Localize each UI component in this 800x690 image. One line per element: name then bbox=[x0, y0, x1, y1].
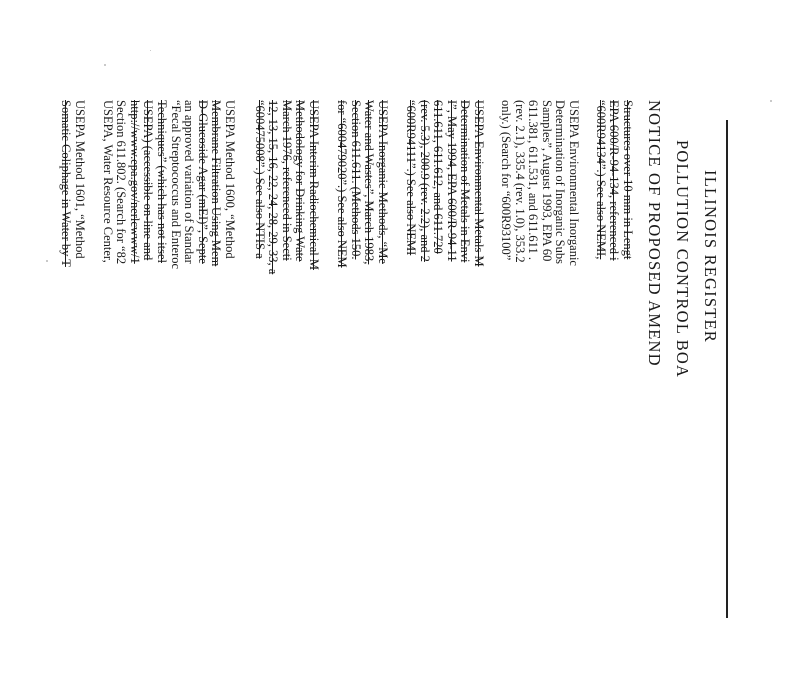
scan-speck bbox=[46, 260, 48, 262]
scan-speck bbox=[104, 64, 106, 66]
entry-line: USEPA Environmental Inorganic bbox=[567, 100, 581, 266]
reference-entry bbox=[252, 100, 320, 640]
entry-line: Determination of Inorganic Subs bbox=[553, 100, 568, 264]
entry-line: (rev. 2.1), 335.4 (rev. 1.0), 353.2 bbox=[512, 100, 527, 263]
entry-line: Determination of Metals in Envi bbox=[458, 100, 473, 263]
entry-line: I”, May 1994, EPA 600/R-94-11 bbox=[444, 100, 459, 262]
scan-speck bbox=[770, 100, 772, 102]
entry-line: Methodology for Drinking Wate bbox=[293, 100, 308, 262]
reference-entry bbox=[593, 100, 634, 640]
entry-line: Water and Wastes”, March 1983, bbox=[362, 100, 377, 265]
entry-line: USEPA, Water Resource Center, bbox=[100, 100, 115, 263]
reference-entry bbox=[100, 100, 236, 640]
entry-line: 611.611, 611.612, and 611.720 bbox=[431, 100, 446, 254]
reference-entry bbox=[498, 100, 580, 640]
entry-line: 12, 13, 15, 16, 22, 24, 28, 29, 33, a bbox=[266, 100, 281, 275]
entry-line: an approved variation of Standar bbox=[182, 100, 197, 264]
entry-line: Membrane Filtration Using Mem bbox=[209, 100, 224, 267]
notice-title: NOTICE OF PROPOSED AMEND bbox=[645, 100, 664, 367]
entry-line: only.) (Search for “600R93100” bbox=[499, 100, 514, 261]
entry-line: USEPA Method 1601, “Method bbox=[73, 100, 87, 259]
entry-line: http://www.epa.gov/nerlcwww/1 bbox=[127, 100, 142, 264]
entry-line: Samples”, August 1993, EPA 60 bbox=[539, 100, 554, 262]
entry-line: 611.381, 611.531, and 611.611 . bbox=[526, 100, 541, 260]
entry-line: (rev. 5.3), 200.9 (rev. 2.2), and 2 bbox=[417, 100, 432, 262]
entry-line: Section 611.802. (Search for “82 bbox=[114, 100, 129, 265]
reference-entry bbox=[59, 100, 86, 640]
entry-line: Techniques” (which has not itsel bbox=[155, 100, 170, 263]
entry-line: for “600479020”.) See also NEM bbox=[335, 100, 350, 268]
entry-line: USEPA Method 1600, “Method bbox=[223, 100, 237, 259]
page-margin-rule bbox=[726, 120, 728, 618]
entry-line: USEPA Interim Radiochemical M bbox=[307, 100, 321, 271]
reference-entry bbox=[403, 100, 485, 640]
board-title: POLLUTION CONTROL BOA bbox=[673, 140, 692, 379]
entry-line: D-Glucoside Agar (mEI)”, Septe bbox=[195, 100, 210, 264]
entry-line: EPA 600/R-94-134, referenced i bbox=[607, 100, 622, 261]
reference-entry bbox=[335, 100, 389, 640]
entry-line: “600475008”.) See also NTIS a bbox=[252, 100, 267, 259]
entry-line: Structures over 10 mm in Lengt bbox=[621, 100, 635, 260]
entry-line: USEPA) (accessible on-line and bbox=[141, 100, 156, 261]
entry-line: USEPA Environmental Metals M bbox=[472, 100, 486, 267]
entry-line: “Fecal Streptococcus and Enteroc bbox=[168, 100, 183, 270]
entry-line: USEPA Inorganic Methods, “Me bbox=[376, 100, 390, 264]
entry-line: March 1976, referenced in Secti bbox=[279, 100, 294, 261]
rotated-page bbox=[60, 100, 720, 620]
entry-line: “600R94134”.) See also NEMI, bbox=[593, 100, 608, 260]
entry-line: Section 611.611. (Methods 150. bbox=[348, 100, 363, 260]
register-title: ILLINOIS REGISTER bbox=[701, 170, 720, 344]
scan-speck bbox=[150, 50, 151, 51]
page-content bbox=[60, 100, 720, 620]
entry-line: Somatic Coliphage in Water by T bbox=[59, 100, 74, 267]
entry-line: “600R94111”.) See also NEMI bbox=[404, 100, 419, 256]
